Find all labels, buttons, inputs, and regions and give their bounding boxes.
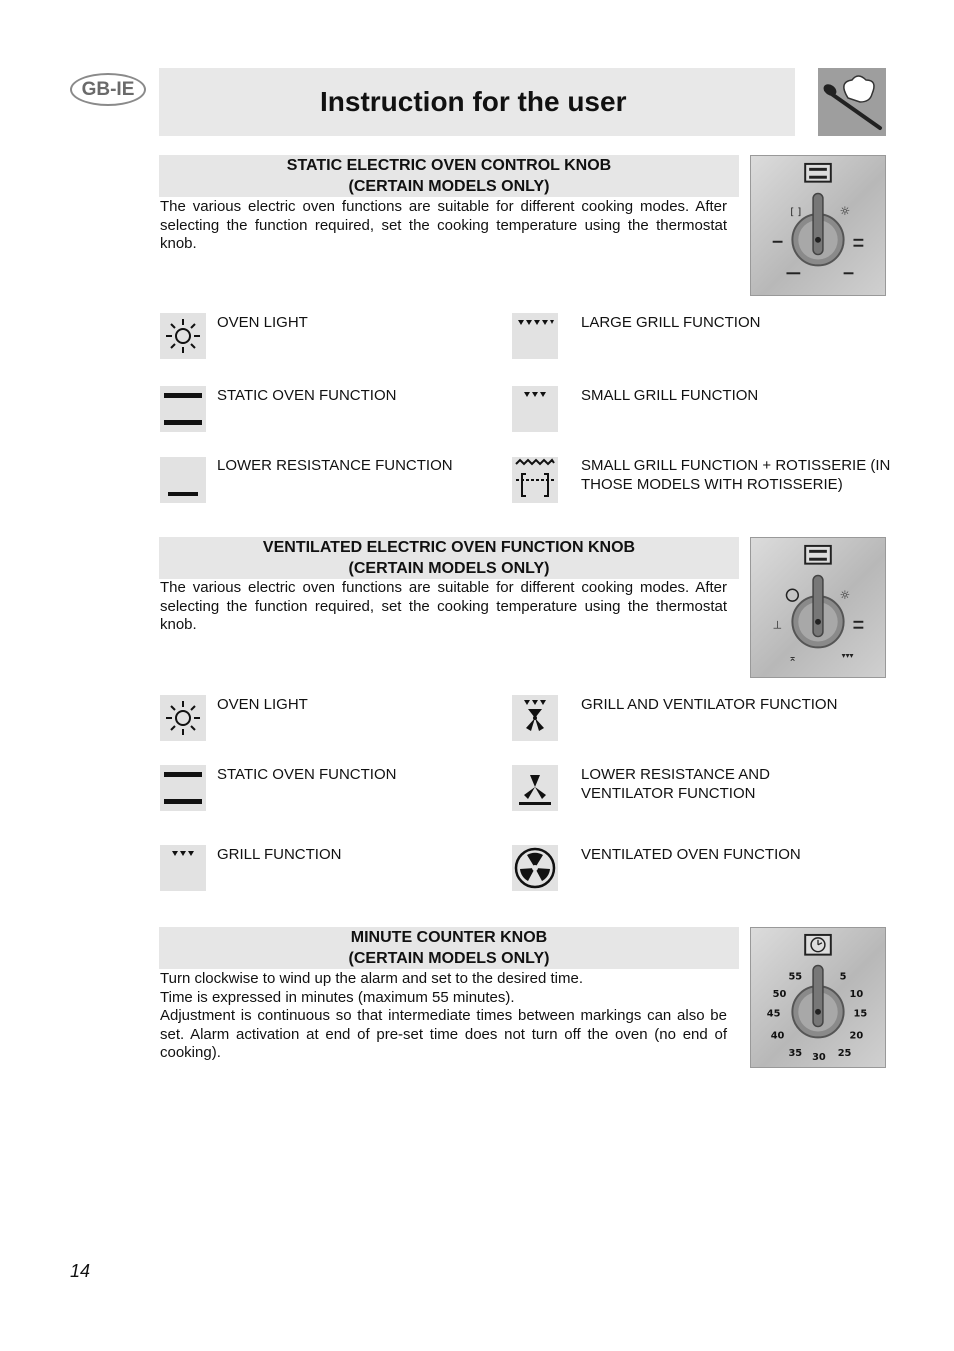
oven-light-icon [160,313,206,359]
item-label: GRILL FUNCTION [217,846,342,863]
dial-mark: 25 [837,1048,852,1060]
dial-mark: 50 [772,989,787,1001]
item-label: LARGE GRILL FUNCTION [581,314,761,331]
item-label: LOWER RESISTANCE AND VENTILATOR FUNCTION [581,766,770,802]
description-line: Turn clockwise to wind up the alarm and set to the desired time. [160,970,583,987]
item-label: OVEN LIGHT [217,314,308,331]
dial-mark: 40 [770,1030,785,1042]
static-knob-illustration [750,155,886,296]
svg-text:⌅: ⌅ [788,653,797,665]
language-badge: GB-IE [70,73,146,106]
item-label: VENTILATED OVEN FUNCTION [581,846,801,863]
item-label: SMALL GRILL FUNCTION [581,387,759,404]
section-title-line1: STATIC ELECTRIC OVEN CONTROL KNOB [286,157,612,174]
ventilated-knob-description: The various electric oven functions are suitable for different cooking modes. After selecting the function required, set the cooking temperature using the thermostat knob. [160,579,727,634]
grill-ventilator-icon [512,695,558,741]
dial-mark: 55 [788,971,803,983]
dial-mark: 15 [853,1008,868,1020]
item-label: SMALL GRILL FUNCTION + ROTISSERIE (IN THOSE MODELS WITH ROTISSERIE) [581,457,891,493]
lower-resistance-icon [160,457,206,503]
dial-mark: 20 [849,1030,864,1042]
item-label: GRILL AND VENTILATOR FUNCTION [581,696,838,713]
section-title-line1: VENTILATED ELECTRIC OVEN FUNCTION KNOB [262,539,636,556]
section-title-minute-counter [159,927,739,969]
svg-text:☼: ☼ [839,204,851,219]
dial-mark: 30 [812,1052,826,1064]
svg-text:⊥: ⊥ [772,618,783,632]
page-title: Instruction for the user [320,86,627,117]
description-line: Time is expressed in minutes (maximum 55 minutes). [160,988,515,1006]
ventilated-oven-icon [512,845,558,891]
static-oven-icon [160,765,206,811]
description-line: Adjustment is continuous so that intermediate times between markings can also be set. Alarm activation at end of pre-set time does not turn off the oven (no end of cooking). [160,1007,727,1062]
section-title-line1: MINUTE COUNTER KNOB [350,929,548,946]
minute-counter-description [160,970,727,1063]
minute-counter-illustration [750,927,886,1068]
oven-light-icon [160,695,206,741]
dial-mark: 5 [839,971,847,983]
static-knob-description: The various electric oven functions are suitable for different cooking modes. After selecting the function required, set the cooking temperature using the thermostat knob. [160,198,727,253]
section-title-line2: (CERTAIN MODELS ONLY) [348,950,550,967]
item-label: STATIC OVEN FUNCTION [217,387,397,404]
page-number: 14 [70,1261,91,1281]
static-oven-icon [160,386,206,432]
dial-mark: 10 [849,989,864,1001]
grill-icon [160,845,206,891]
item-label: OVEN LIGHT [217,696,308,713]
lower-resistance-ventilator-icon [512,765,558,811]
large-grill-icon [512,313,558,359]
ventilated-knob-illustration [750,537,886,678]
svg-text:[ ]: [ ] [790,207,802,219]
chef-hat-spoon-icon [818,68,886,136]
section-title-line2: (CERTAIN MODELS ONLY) [348,560,550,577]
section-title-ventilated-knob [159,537,739,579]
page-header [159,68,795,136]
svg-text:▾▾▾: ▾▾▾ [841,651,854,661]
section-title-static-knob [159,155,739,197]
item-label: STATIC OVEN FUNCTION [217,766,397,783]
svg-text:☼: ☼ [839,588,851,603]
dial-mark: 35 [788,1048,803,1060]
dial-mark: 45 [766,1008,781,1020]
section-title-line2: (CERTAIN MODELS ONLY) [348,178,550,195]
small-grill-icon [512,386,558,432]
grill-rotisserie-icon [512,457,558,503]
item-label: LOWER RESISTANCE FUNCTION [217,457,453,474]
